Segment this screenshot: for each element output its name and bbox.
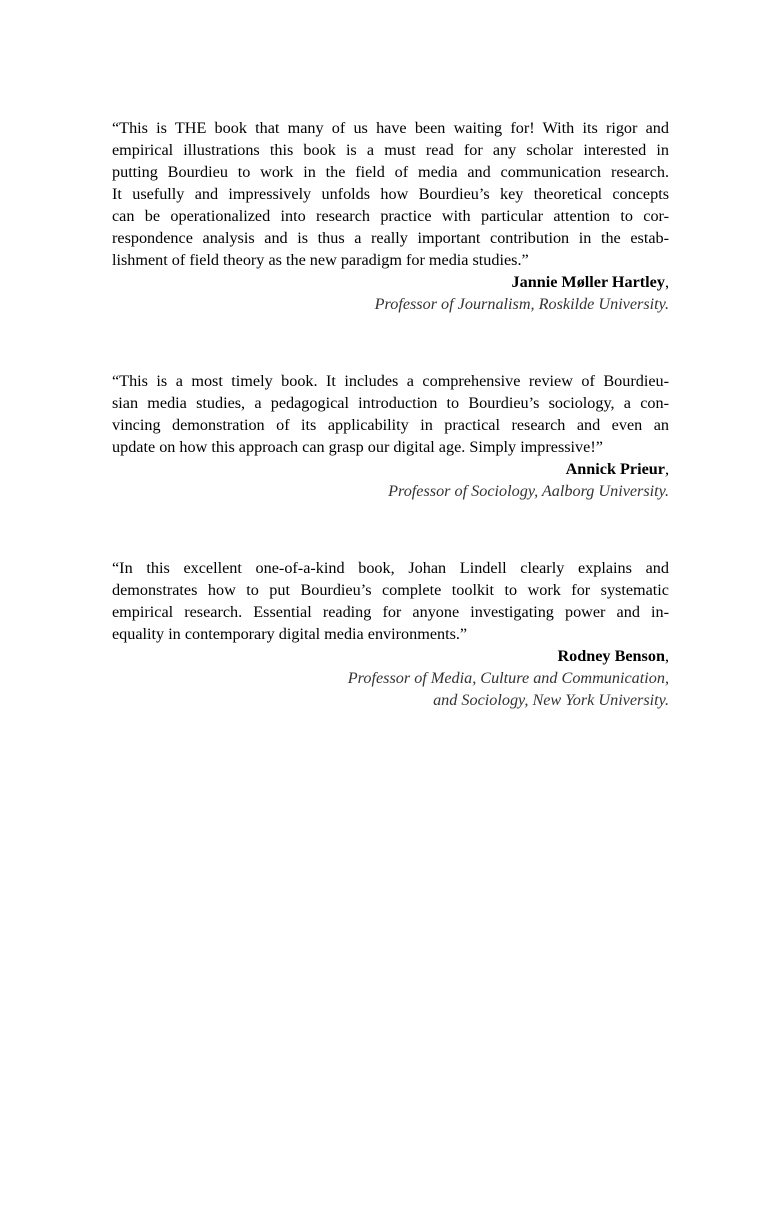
endorsement-hartley (112, 117, 669, 315)
quote-line: sian media studies, a pedagogical introduction to Bourdieu’s sociology, a con- (112, 394, 669, 412)
quote-line: It usefully and impressively unfolds how Bourdieu’s key theoretical concepts (112, 185, 669, 203)
quote-line: empirical illustrations this book is a must read for any scholar interested in (112, 141, 669, 159)
endorser-affiliation: Professor of Journalism, Roskilde University. (374, 295, 669, 313)
quote-line: update on how this approach can grasp our digital age. Simply impressive!” (112, 438, 603, 456)
endorsements-page (112, 117, 669, 711)
quote-line: respondence analysis and is thus a really important contribution in the estab- (112, 229, 669, 247)
endorsement-benson (112, 557, 669, 711)
quote-line: can be operationalized into research practice with particular attention to cor- (112, 207, 669, 225)
endorser-name: Rodney Benson (557, 647, 665, 665)
endorser-affiliation: Professor of Sociology, Aalborg University. (388, 482, 669, 500)
endorser-name: Jannie Møller Hartley (511, 273, 665, 291)
endorser-name-suffix: , (664, 273, 669, 291)
quote-line: “In this excellent one-of-a-kind book, Johan Lindell clearly explains and (112, 559, 669, 577)
quote-line: demonstrates how to put Bourdieu’s complete toolkit to work for systematic (112, 581, 669, 599)
endorser-name-suffix: , (664, 460, 669, 478)
endorser-affiliation: and Sociology, New York University. (433, 691, 669, 709)
quote-line: “This is a most timely book. It includes a comprehensive review of Bourdieu- (112, 372, 669, 390)
endorser-name-line (112, 458, 669, 480)
quote-line: “This is THE book that many of us have been waiting for! With its rigor and (112, 119, 669, 137)
endorser-affiliation: Professor of Media, Culture and Communication, (347, 669, 669, 687)
quote-line: putting Bourdieu to work in the field of media and communication research. (112, 163, 669, 181)
quote-line: empirical research. Essential reading for anyone investigating power and in- (112, 603, 669, 621)
endorser-name-line (112, 271, 669, 293)
quote-line: lishment of field theory as the new paradigm for media studies.” (112, 251, 529, 269)
endorser-name-suffix: , (664, 647, 669, 665)
endorser-name: Annick Prieur (565, 460, 665, 478)
endorsement-prieur (112, 370, 669, 502)
quote-line: equality in contemporary digital media environments.” (112, 625, 468, 643)
endorser-name-line (112, 645, 669, 667)
quote-line: vincing demonstration of its applicability in practical research and even an (112, 416, 669, 434)
